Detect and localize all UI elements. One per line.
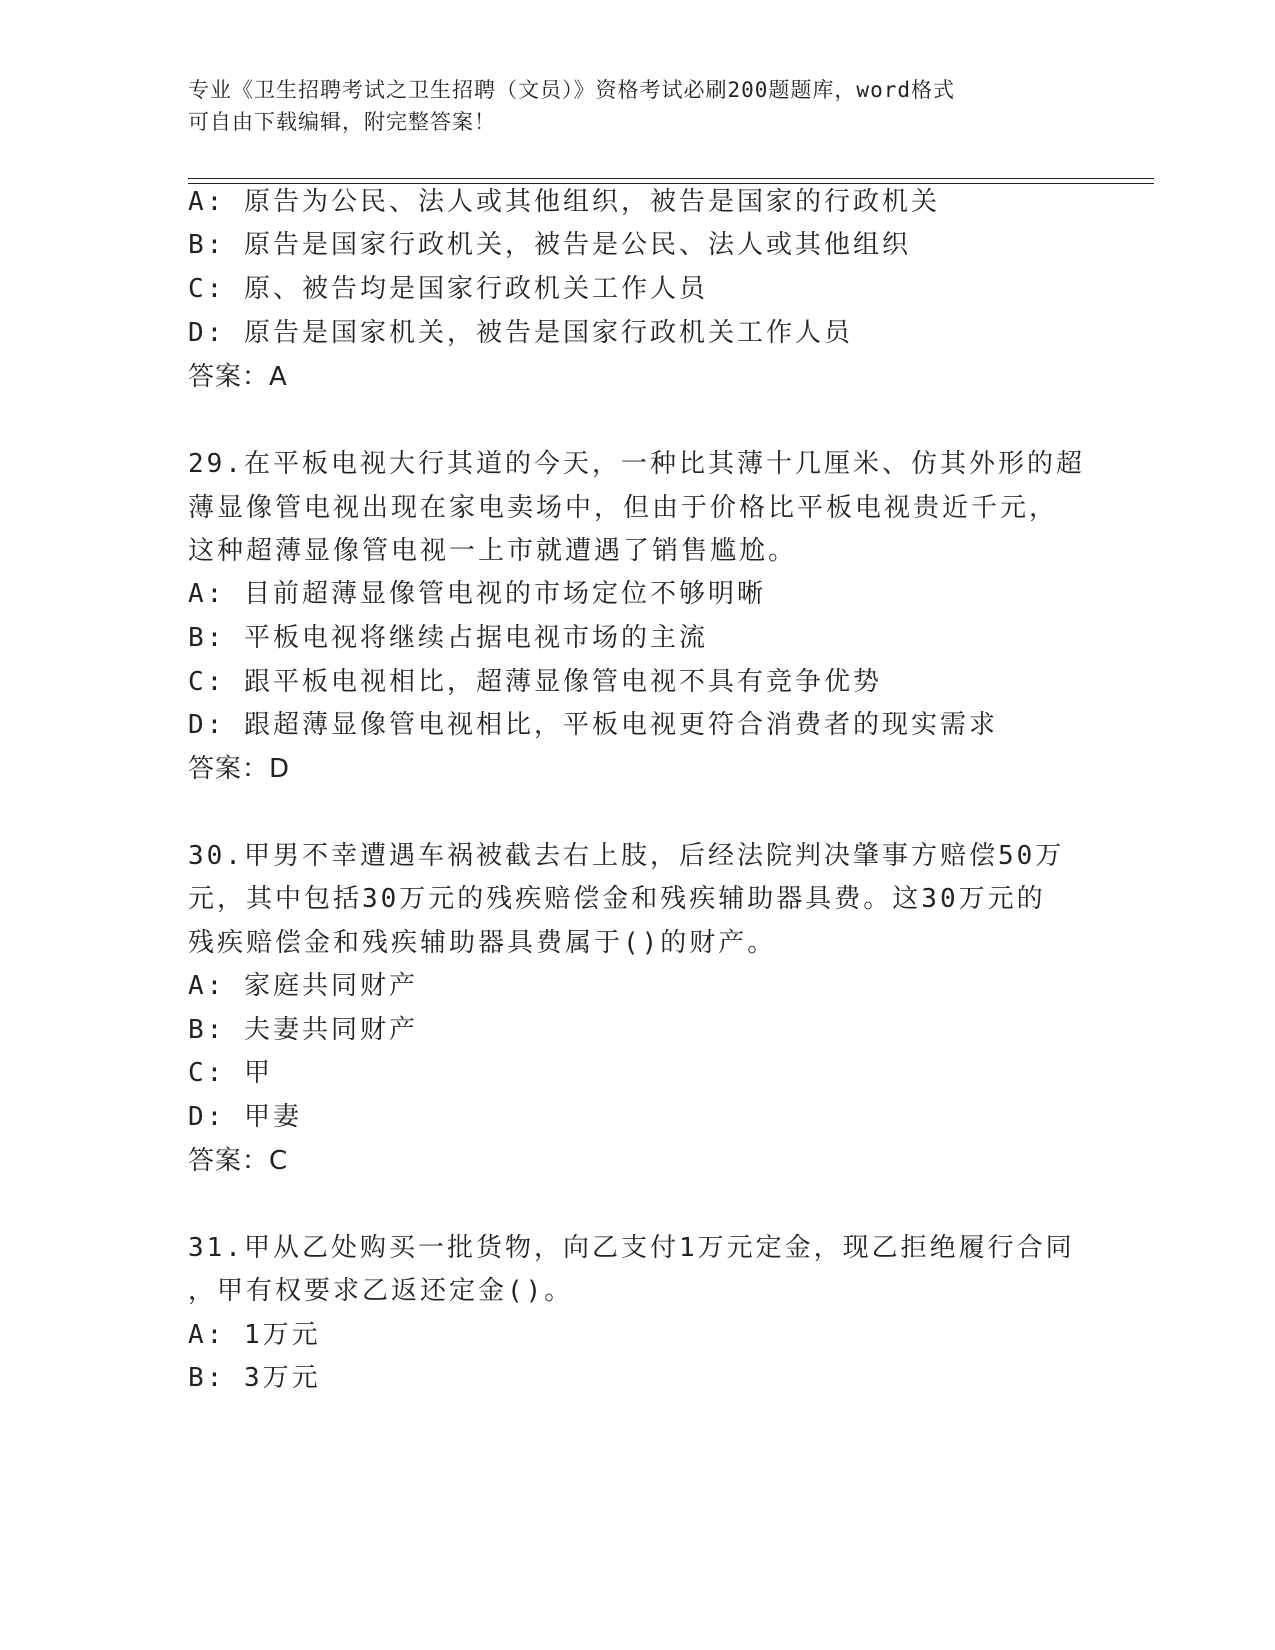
header-divider-top (188, 178, 1154, 179)
option-d: D: 原告是国家机关，被告是国家行政机关工作人员 (188, 318, 853, 348)
option-b: B: 夫妻共同财产 (188, 1015, 418, 1045)
header-divider-bottom (188, 183, 1154, 184)
question-stem-line: 元，其中包括30万元的残疾赔偿金和残疾辅助器具费。这30万元的 (188, 884, 1046, 914)
header-title-line-2: 可自由下载编辑，附完整答案！ (188, 110, 496, 134)
answer-label: 答案：C (188, 1146, 289, 1176)
question-stem-line: 薄显像管电视出现在家电卖场中，但由于价格比平板电视贵近千元， (188, 493, 1059, 523)
answer-label: 答案：A (188, 362, 288, 392)
option-c: C: 跟平板电视相比，超薄显像管电视不具有竞争优势 (188, 667, 882, 697)
option-a: A: 家庭共同财产 (188, 971, 418, 1001)
question-stem-line: 31.甲从乙处购买一批货物，向乙支付1万元定金，现乙拒绝履行合同 (188, 1233, 1075, 1263)
option-b: B: 原告是国家行政机关，被告是公民、法人或其他组织 (188, 230, 911, 260)
question-stem-line: 这种超薄显像管电视一上市就遭遇了销售尴尬。 (188, 536, 798, 566)
document-header (188, 74, 1088, 138)
option-c: C: 原、被告均是国家行政机关工作人员 (188, 274, 708, 304)
question-stem-line: 残疾赔偿金和残疾辅助器具费属于()的财产。 (188, 928, 777, 958)
question-stem-line: 29.在平板电视大行其道的今天，一种比其薄十几厘米、仿其外形的超 (188, 449, 1085, 479)
option-c: C: 甲 (188, 1058, 273, 1088)
option-d: D: 甲妻 (188, 1102, 302, 1132)
option-a: A: 1万元 (188, 1320, 321, 1350)
header-title-line-1: 专业《卫生招聘考试之卫生招聘（文员）》资格考试必刷200题题库，word格式 (188, 78, 955, 102)
question-stem-line: ，甲有权要求乙返还定金()。 (188, 1276, 574, 1306)
option-b: B: 平板电视将继续占据电视市场的主流 (188, 623, 708, 653)
answer-label: 答案：D (188, 754, 291, 784)
option-a: A: 目前超薄显像管电视的市场定位不够明晰 (188, 579, 766, 609)
option-b: B: 3万元 (188, 1363, 321, 1393)
option-a: A: 原告为公民、法人或其他组织，被告是国家的行政机关 (188, 187, 940, 217)
question-stem-line: 30.甲男不幸遭遇车祸被截去右上肢，后经法院判决肇事方赔偿50万 (188, 841, 1065, 871)
option-d: D: 跟超薄显像管电视相比，平板电视更符合消费者的现实需求 (188, 710, 998, 740)
